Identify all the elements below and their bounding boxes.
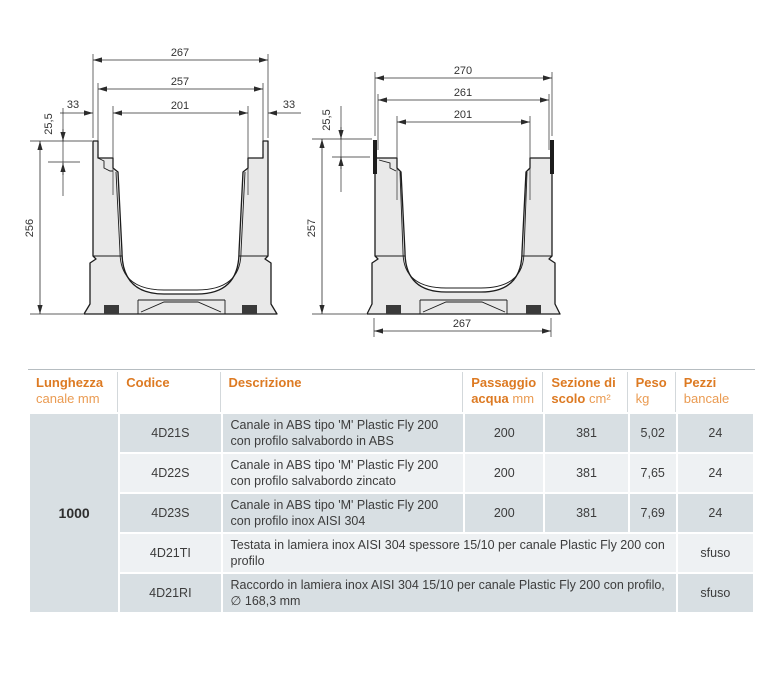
header-descrizione (223, 372, 464, 412)
pezzi-cell: sfuso (678, 534, 753, 572)
dim-label-right-water-width: 201 (453, 109, 473, 121)
code-cell: 4D21RI (120, 574, 220, 612)
peso-cell: 5,02 (630, 414, 676, 452)
passaggio-cell: 200 (465, 494, 543, 532)
header-lunghezza-unit: canale mm (36, 391, 100, 407)
header-pezzi-bold: Pezzi (683, 375, 717, 390)
code-cell: 4D23S (120, 494, 220, 532)
dim-label-left-rim-width: 257 (170, 76, 190, 88)
code-cell: 4D21S (120, 414, 220, 452)
peso-cell: 7,69 (630, 494, 676, 532)
passaggio-cell: 200 (465, 454, 543, 492)
pezzi-cell: 24 (678, 454, 753, 492)
header-lunghezza (30, 372, 118, 412)
sezione-cell: 381 (545, 454, 627, 492)
table-row (30, 494, 753, 532)
dim-label-left-edge-height: 25,5 (43, 113, 55, 135)
dim-label-right-edge-height: 25,5 (321, 109, 333, 131)
left-channel-section (24, 47, 301, 314)
header-pezzi (678, 372, 753, 412)
description-cell: Testata in lamiera inox AISI 304 spessore 15/10 per canale Plastic Fly 200 con profilo (223, 534, 676, 572)
dim-label-left-water-width: 201 (170, 100, 190, 112)
dim-label-left-height: 256 (24, 218, 36, 238)
passaggio-cell: 200 (465, 414, 543, 452)
peso-cell: 7,65 (630, 454, 676, 492)
description-cell: Raccordo in lamiera inox AISI 304 15/10 per canale Plastic Fly 200 con profilo, ∅ 168,3 mm (223, 574, 676, 612)
header-passaggio (465, 372, 543, 412)
dim-label-right-base-width: 267 (452, 318, 472, 330)
dim-label-right-height: 257 (306, 218, 318, 238)
code-cell: 4D21TI (120, 534, 220, 572)
lunghezza-value: 1000 (30, 414, 118, 612)
header-row (30, 372, 753, 412)
header-pezzi-unit: bancale (683, 391, 730, 407)
description-cell: Canale in ABS tipo 'M' Plastic Fly 200 con profilo salvabordo zincato (223, 454, 464, 492)
inox-edge-profile-right (550, 140, 554, 174)
pezzi-cell: 24 (678, 414, 753, 452)
header-sezione (545, 372, 627, 412)
table-row (30, 454, 753, 492)
sezione-cell: 381 (545, 494, 627, 532)
header-descrizione-bold: Descrizione (228, 375, 302, 390)
right-channel-body (367, 158, 560, 314)
dim-label-right-rim-width: 261 (453, 87, 473, 99)
header-peso-unit: kg (635, 391, 650, 407)
right-channel-section (306, 65, 560, 337)
header-sezione-unit: cm² (589, 391, 611, 407)
header-sezione-bold: Sezione di (551, 375, 616, 390)
dim-label-left-edge-left: 33 (66, 99, 80, 111)
description-cell: Canale in ABS tipo 'M' Plastic Fly 200 con profilo salvabordo in ABS (223, 414, 464, 452)
header-passaggio-unit: mm (512, 391, 535, 407)
pezzi-cell: 24 (678, 494, 753, 532)
description-cell: Canale in ABS tipo 'M' Plastic Fly 200 con profilo inox AISI 304 (223, 494, 464, 532)
product-table (28, 370, 755, 614)
dim-label-left-edge-right: 33 (282, 99, 296, 111)
header-passaggio-bold: Passaggio (471, 375, 537, 390)
header-codice-bold: Codice (126, 375, 170, 390)
table-row (30, 574, 753, 612)
dim-label-right-overall-width: 270 (453, 65, 473, 77)
header-lunghezza-bold: Lunghezza (36, 375, 104, 390)
inox-edge-profile-left (373, 140, 377, 174)
product-table-wrapper (28, 369, 755, 614)
code-cell: 4D22S (120, 454, 220, 492)
dim-label-left-overall-width: 267 (170, 47, 190, 59)
header-peso-bold: Peso (635, 375, 667, 390)
header-peso (630, 372, 676, 412)
pezzi-cell: sfuso (678, 574, 753, 612)
header-passaggio-bold2: acqua (471, 391, 509, 407)
table-row (30, 414, 753, 452)
table-row (30, 534, 753, 572)
header-sezione-bold2: scolo (551, 391, 586, 407)
header-codice (120, 372, 220, 412)
sezione-cell: 381 (545, 414, 627, 452)
